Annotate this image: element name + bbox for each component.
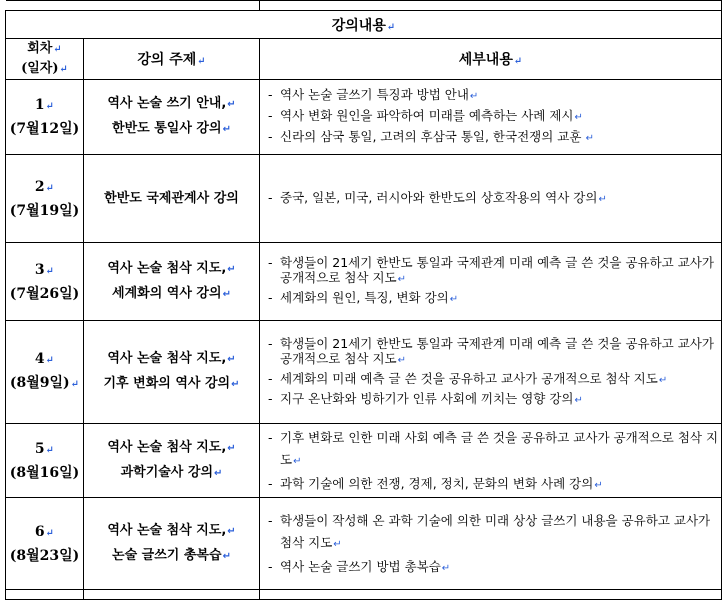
topic-cell: 한반도 국제관계사 강의 — [84, 155, 260, 243]
details-cell — [260, 424, 722, 498]
paragraph-mark-icon: ↵ — [386, 21, 396, 33]
paragraph-mark-icon: ↵ — [53, 44, 62, 55]
topic-cell: 역사 논술 쓰기 안내,↵ 한반도 통일사 강의↵ — [84, 80, 260, 155]
list-item: - 학생들이 21세기 한반도 통일과 국제관계 미래 예측 글 쓴 것을 공유하고 교사가 공개적으로 첨삭 지도↵ — [266, 255, 719, 287]
table-row — [6, 80, 722, 155]
table-row — [6, 321, 722, 424]
session-cell: 1↵ (7월12일) — [6, 80, 84, 155]
topic-cell: 역사 논술 첨삭 지도,↵ 기후 변화의 역사 강의↵ — [84, 321, 260, 424]
list-item: - 기후 변화로 인한 미래 사회 예측 글 쓴 것을 공유하고 교사가 공개적으로 첨삭 지도↵ — [266, 427, 719, 473]
bottom-strip — [6, 590, 722, 600]
table-row — [6, 243, 722, 321]
list-item: - 중국, 일본, 미국, 러시아와 한반도의 상호작용의 역사 강의↵ — [266, 190, 719, 208]
session-cell: 5↵ (8월16일) — [6, 424, 84, 498]
header-topic: 강의 주제↵ — [84, 39, 260, 80]
list-item: - 역사 논술 글쓰기 특징과 방법 안내↵ — [266, 87, 719, 105]
table-row — [6, 498, 722, 590]
paragraph-mark-icon: ↵ — [59, 64, 68, 75]
topic-cell: 역사 논술 첨삭 지도,↵ 논술 글쓰기 총복습↵ — [84, 498, 260, 590]
list-item: - 학생들이 작성해 온 과학 기술에 의한 미래 상상 글쓰기 내용을 공유하고 교사가 첨삭 지도↵ — [266, 510, 719, 556]
session-cell: 4↵ (8월9일)↵ — [6, 321, 84, 424]
title-row — [6, 11, 722, 39]
list-item: - 역사 변화 원인을 파악하여 미래를 예측하는 사례 제시↵ — [266, 108, 719, 126]
top-strip — [6, 1, 722, 11]
list-item: - 과학 기술에 의한 전쟁, 경제, 정치, 문화의 변화 사례 강의↵ — [266, 476, 719, 494]
session-cell: 2↵ (7월19일) — [6, 155, 84, 243]
list-item: - 역사 논술 글쓰기 방법 총복습↵ — [266, 559, 719, 577]
header-details: 세부내용↵ — [260, 39, 722, 80]
details-cell — [260, 80, 722, 155]
session-cell: 3↵ (7월26일) — [6, 243, 84, 321]
details-cell — [260, 243, 722, 321]
list-item: - 신라의 삼국 통일, 고려의 후삼국 통일, 한국전쟁의 교훈 ↵ — [266, 129, 719, 147]
list-item: - 세계화의 미래 예측 글 쓴 것을 공유하고 교사가 공개적으로 첨삭 지도↵ — [266, 371, 719, 388]
lecture-schedule-table — [5, 0, 722, 600]
table-row — [6, 155, 722, 243]
topic-cell: 역사 논술 첨삭 지도,↵ 세계화의 역사 강의↵ — [84, 243, 260, 321]
table-row — [6, 424, 722, 498]
list-item: - 학생들이 21세기 한반도 통일과 국제관계 미래 예측 글 쓴 것을 공유하고 교사가 공개적으로 첨삭 지도↵ — [266, 336, 719, 368]
topic-cell: 역사 논술 첨삭 지도,↵ 과학기술사 강의↵ — [84, 424, 260, 498]
session-cell: 6↵ (8월23일) — [6, 498, 84, 590]
list-item: - 세계화의 원인, 특징, 변화 강의↵ — [266, 290, 719, 308]
paragraph-mark-icon: ↵ — [197, 56, 206, 67]
list-item: - 지구 온난화와 빙하기가 인류 사회에 끼치는 영향 강의↵ — [266, 391, 719, 409]
details-cell — [260, 155, 722, 243]
header-row — [6, 39, 722, 80]
paragraph-mark-icon: ↵ — [513, 56, 523, 67]
details-cell — [260, 321, 722, 424]
details-cell — [260, 498, 722, 590]
header-session: 회차↵ (일자)↵ — [6, 39, 84, 80]
table-title: 강의내용↵ — [6, 11, 722, 39]
